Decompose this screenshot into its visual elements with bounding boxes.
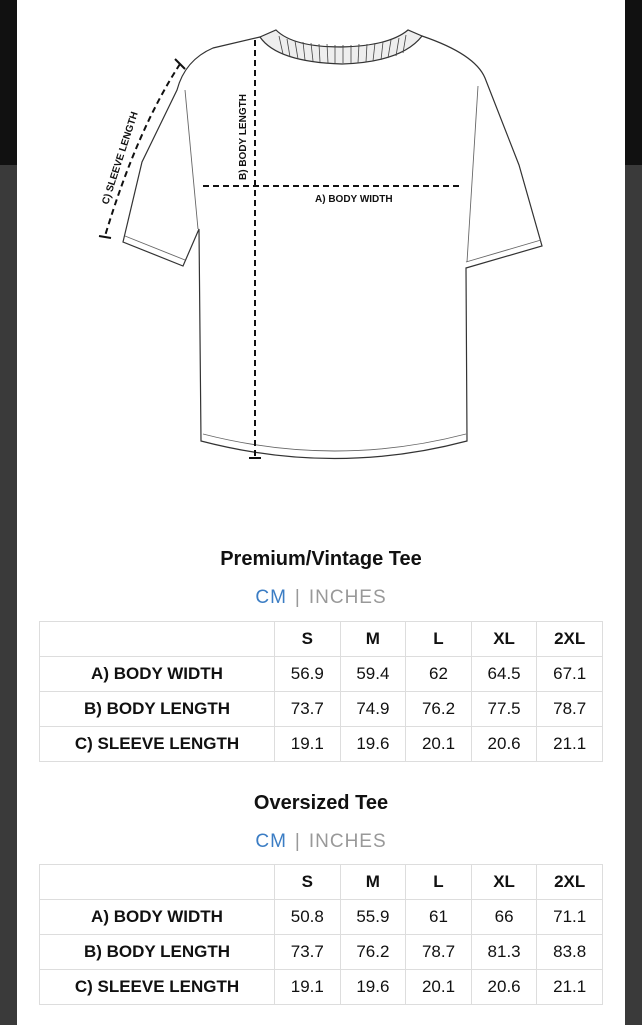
table-cell: 55.9 <box>340 900 406 935</box>
table-cell: 73.7 <box>275 692 341 727</box>
body-width-label: A) BODY WIDTH <box>315 194 393 205</box>
size-header: L <box>406 622 472 657</box>
table-cell: 20.1 <box>406 727 472 762</box>
size-header: M <box>340 865 406 900</box>
table-cell: 50.8 <box>275 900 341 935</box>
size-header: XL <box>471 865 537 900</box>
table-row <box>40 970 603 1005</box>
table-cell: 20.6 <box>471 970 537 1005</box>
unit-toggle-oversized <box>17 831 625 853</box>
unit-separator: | <box>294 831 301 852</box>
size-header: M <box>340 622 406 657</box>
size-header: 2XL <box>537 622 603 657</box>
table-cell: 67.1 <box>537 657 603 692</box>
table-header-row <box>40 622 603 657</box>
size-table-oversized <box>39 864 603 1005</box>
table-cell: 20.1 <box>406 970 472 1005</box>
unit-inches-button[interactable]: INCHES <box>308 587 387 608</box>
size-header: S <box>275 865 341 900</box>
unit-toggle-premium <box>17 587 625 609</box>
section-title-premium: Premium/Vintage Tee <box>220 548 422 570</box>
table-cell: 56.9 <box>275 657 341 692</box>
table-cell: 19.1 <box>275 970 341 1005</box>
table-cell: 78.7 <box>537 692 603 727</box>
size-header: L <box>406 865 472 900</box>
table-cell: 61 <box>406 900 472 935</box>
row-label: B) BODY LENGTH <box>40 692 275 727</box>
table-cell: 19.1 <box>275 727 341 762</box>
table-cell: 78.7 <box>406 935 472 970</box>
section-title-oversized: Oversized Tee <box>253 792 389 814</box>
unit-inches-button[interactable]: INCHES <box>308 831 387 852</box>
table-row <box>40 692 603 727</box>
size-header: 2XL <box>537 865 603 900</box>
table-row <box>40 935 603 970</box>
table-cell: 74.9 <box>340 692 406 727</box>
table-cell: 77.5 <box>471 692 537 727</box>
tshirt-diagram <box>17 0 625 500</box>
sleeve-length-label: C) SLEEVE LENGTH <box>100 110 141 206</box>
table-cell: 71.1 <box>537 900 603 935</box>
row-label: B) BODY LENGTH <box>40 935 275 970</box>
table-cell: 59.4 <box>340 657 406 692</box>
size-chart-panel <box>17 0 625 1025</box>
header-empty-cell <box>40 865 275 900</box>
table-cell: 19.6 <box>340 727 406 762</box>
table-cell: 20.6 <box>471 727 537 762</box>
table-row <box>40 657 603 692</box>
row-label: C) SLEEVE LENGTH <box>40 970 275 1005</box>
table-cell: 81.3 <box>471 935 537 970</box>
table-header-row <box>40 865 603 900</box>
header-empty-cell <box>40 622 275 657</box>
size-header: XL <box>471 622 537 657</box>
unit-separator: | <box>294 587 301 608</box>
size-table-premium <box>39 621 603 762</box>
size-header: S <box>275 622 341 657</box>
table-cell: 64.5 <box>471 657 537 692</box>
table-cell: 76.2 <box>406 692 472 727</box>
unit-cm-button[interactable]: CM <box>255 587 287 608</box>
row-label: A) BODY WIDTH <box>40 657 275 692</box>
table-cell: 62 <box>406 657 472 692</box>
table-row <box>40 727 603 762</box>
table-cell: 73.7 <box>275 935 341 970</box>
table-cell: 19.6 <box>340 970 406 1005</box>
row-label: A) BODY WIDTH <box>40 900 275 935</box>
table-cell: 21.1 <box>537 727 603 762</box>
table-cell: 21.1 <box>537 970 603 1005</box>
body-length-label: B) BODY LENGTH <box>238 94 249 180</box>
row-label: C) SLEEVE LENGTH <box>40 727 275 762</box>
unit-cm-button[interactable]: CM <box>255 831 287 852</box>
table-cell: 66 <box>471 900 537 935</box>
table-row <box>40 900 603 935</box>
table-cell: 83.8 <box>537 935 603 970</box>
table-cell: 76.2 <box>340 935 406 970</box>
